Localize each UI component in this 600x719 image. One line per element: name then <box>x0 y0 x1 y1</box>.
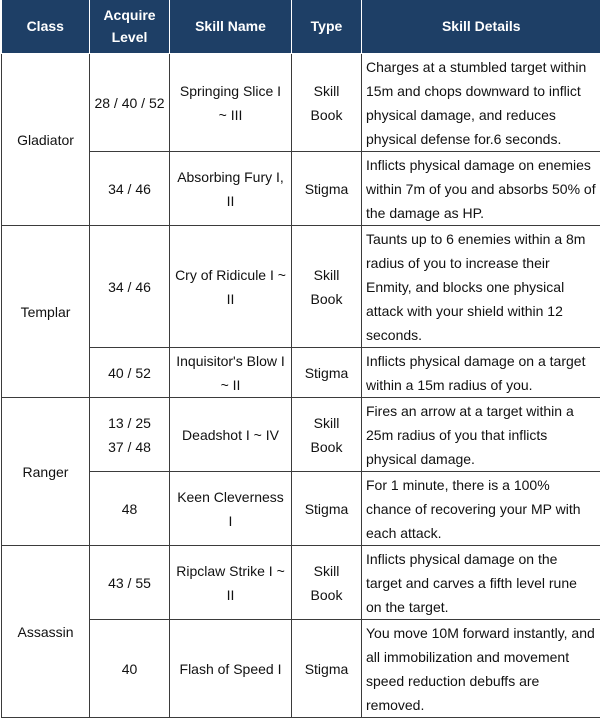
skill-name-cell: Springing Slice I ~ III <box>170 54 292 152</box>
skills-table <box>1 0 600 718</box>
class-cell: Assassin <box>2 546 90 718</box>
header-acquire-text: Acquire <box>103 7 156 23</box>
skill-details-cell: For 1 minute, there is a 100% chance of recovering your MP with each attack. <box>362 472 600 546</box>
table-row <box>2 620 600 718</box>
table-row <box>2 54 600 152</box>
class-cell: Templar <box>2 226 90 398</box>
skill-name-cell: Inquisitor's Blow I ~ II <box>170 348 292 398</box>
type-cell: Skill Book <box>292 54 362 152</box>
header-acquire-level <box>90 0 170 54</box>
acquire-level-cell: 40 / 52 <box>90 348 170 398</box>
skill-name-cell: Keen Cleverness I <box>170 472 292 546</box>
skill-name-cell: Ripclaw Strike I ~ II <box>170 546 292 620</box>
skill-details-cell: Inflicts physical damage on the target and carves a fifth level rune on the target. <box>362 546 600 620</box>
skill-details-cell: Taunts up to 6 enemies within a 8m radius of you to increase their Enmity, and blocks one physical attack with your shield within 12 seconds. <box>362 226 600 348</box>
header-skill-name: Skill Name <box>170 0 292 54</box>
acquire-level-cell: 28 / 40 / 52 <box>90 54 170 152</box>
type-cell: Skill Book <box>292 226 362 348</box>
header-skill-details: Skill Details <box>362 0 600 54</box>
skill-details-cell: You move 10M forward instantly, and all immobilization and movement speed reduction debuffs are removed. <box>362 620 600 718</box>
acquire-level-cell: 40 <box>90 620 170 718</box>
class-cell: Gladiator <box>2 54 90 226</box>
header-row <box>2 0 600 54</box>
header-level-text: Level <box>111 29 148 45</box>
header-type: Type <box>292 0 362 54</box>
skill-details-cell: Inflicts physical damage on enemies within 7m of you and absorbs 50% of the damage as HP. <box>362 152 600 226</box>
skill-details-cell: Fires an arrow at a target within a 25m radius of you that inflicts physical damage. <box>362 398 600 472</box>
type-cell: Skill Book <box>292 546 362 620</box>
acquire-level-cell: 34 / 46 <box>90 226 170 348</box>
table-row <box>2 348 600 398</box>
header-class: Class <box>2 0 90 54</box>
table-row <box>2 152 600 226</box>
type-cell: Skill Book <box>292 398 362 472</box>
skill-name-cell: Flash of Speed I <box>170 620 292 718</box>
acquire-level-cell: 48 <box>90 472 170 546</box>
table-row <box>2 546 600 620</box>
type-cell: Stigma <box>292 472 362 546</box>
skill-details-cell: Inflicts physical damage on a target within a 15m radius of you. <box>362 348 600 398</box>
table-row <box>2 472 600 546</box>
skill-name-cell: Deadshot I ~ IV <box>170 398 292 472</box>
acquire-level-cell: 13 / 25 37 / 48 <box>90 398 170 472</box>
type-cell: Stigma <box>292 620 362 718</box>
skill-details-cell: Charges at a stumbled target within 15m and chops downward to inflict physical damage, and reduces physical defense for.6 seconds. <box>362 54 600 152</box>
type-cell: Stigma <box>292 152 362 226</box>
acquire-level-cell: 43 / 55 <box>90 546 170 620</box>
acquire-level-cell: 34 / 46 <box>90 152 170 226</box>
class-cell: Ranger <box>2 398 90 546</box>
skill-name-cell: Absorbing Fury I, II <box>170 152 292 226</box>
table-row <box>2 226 600 348</box>
skill-name-cell: Cry of Ridicule I ~ II <box>170 226 292 348</box>
table-row <box>2 398 600 472</box>
type-cell: Stigma <box>292 348 362 398</box>
